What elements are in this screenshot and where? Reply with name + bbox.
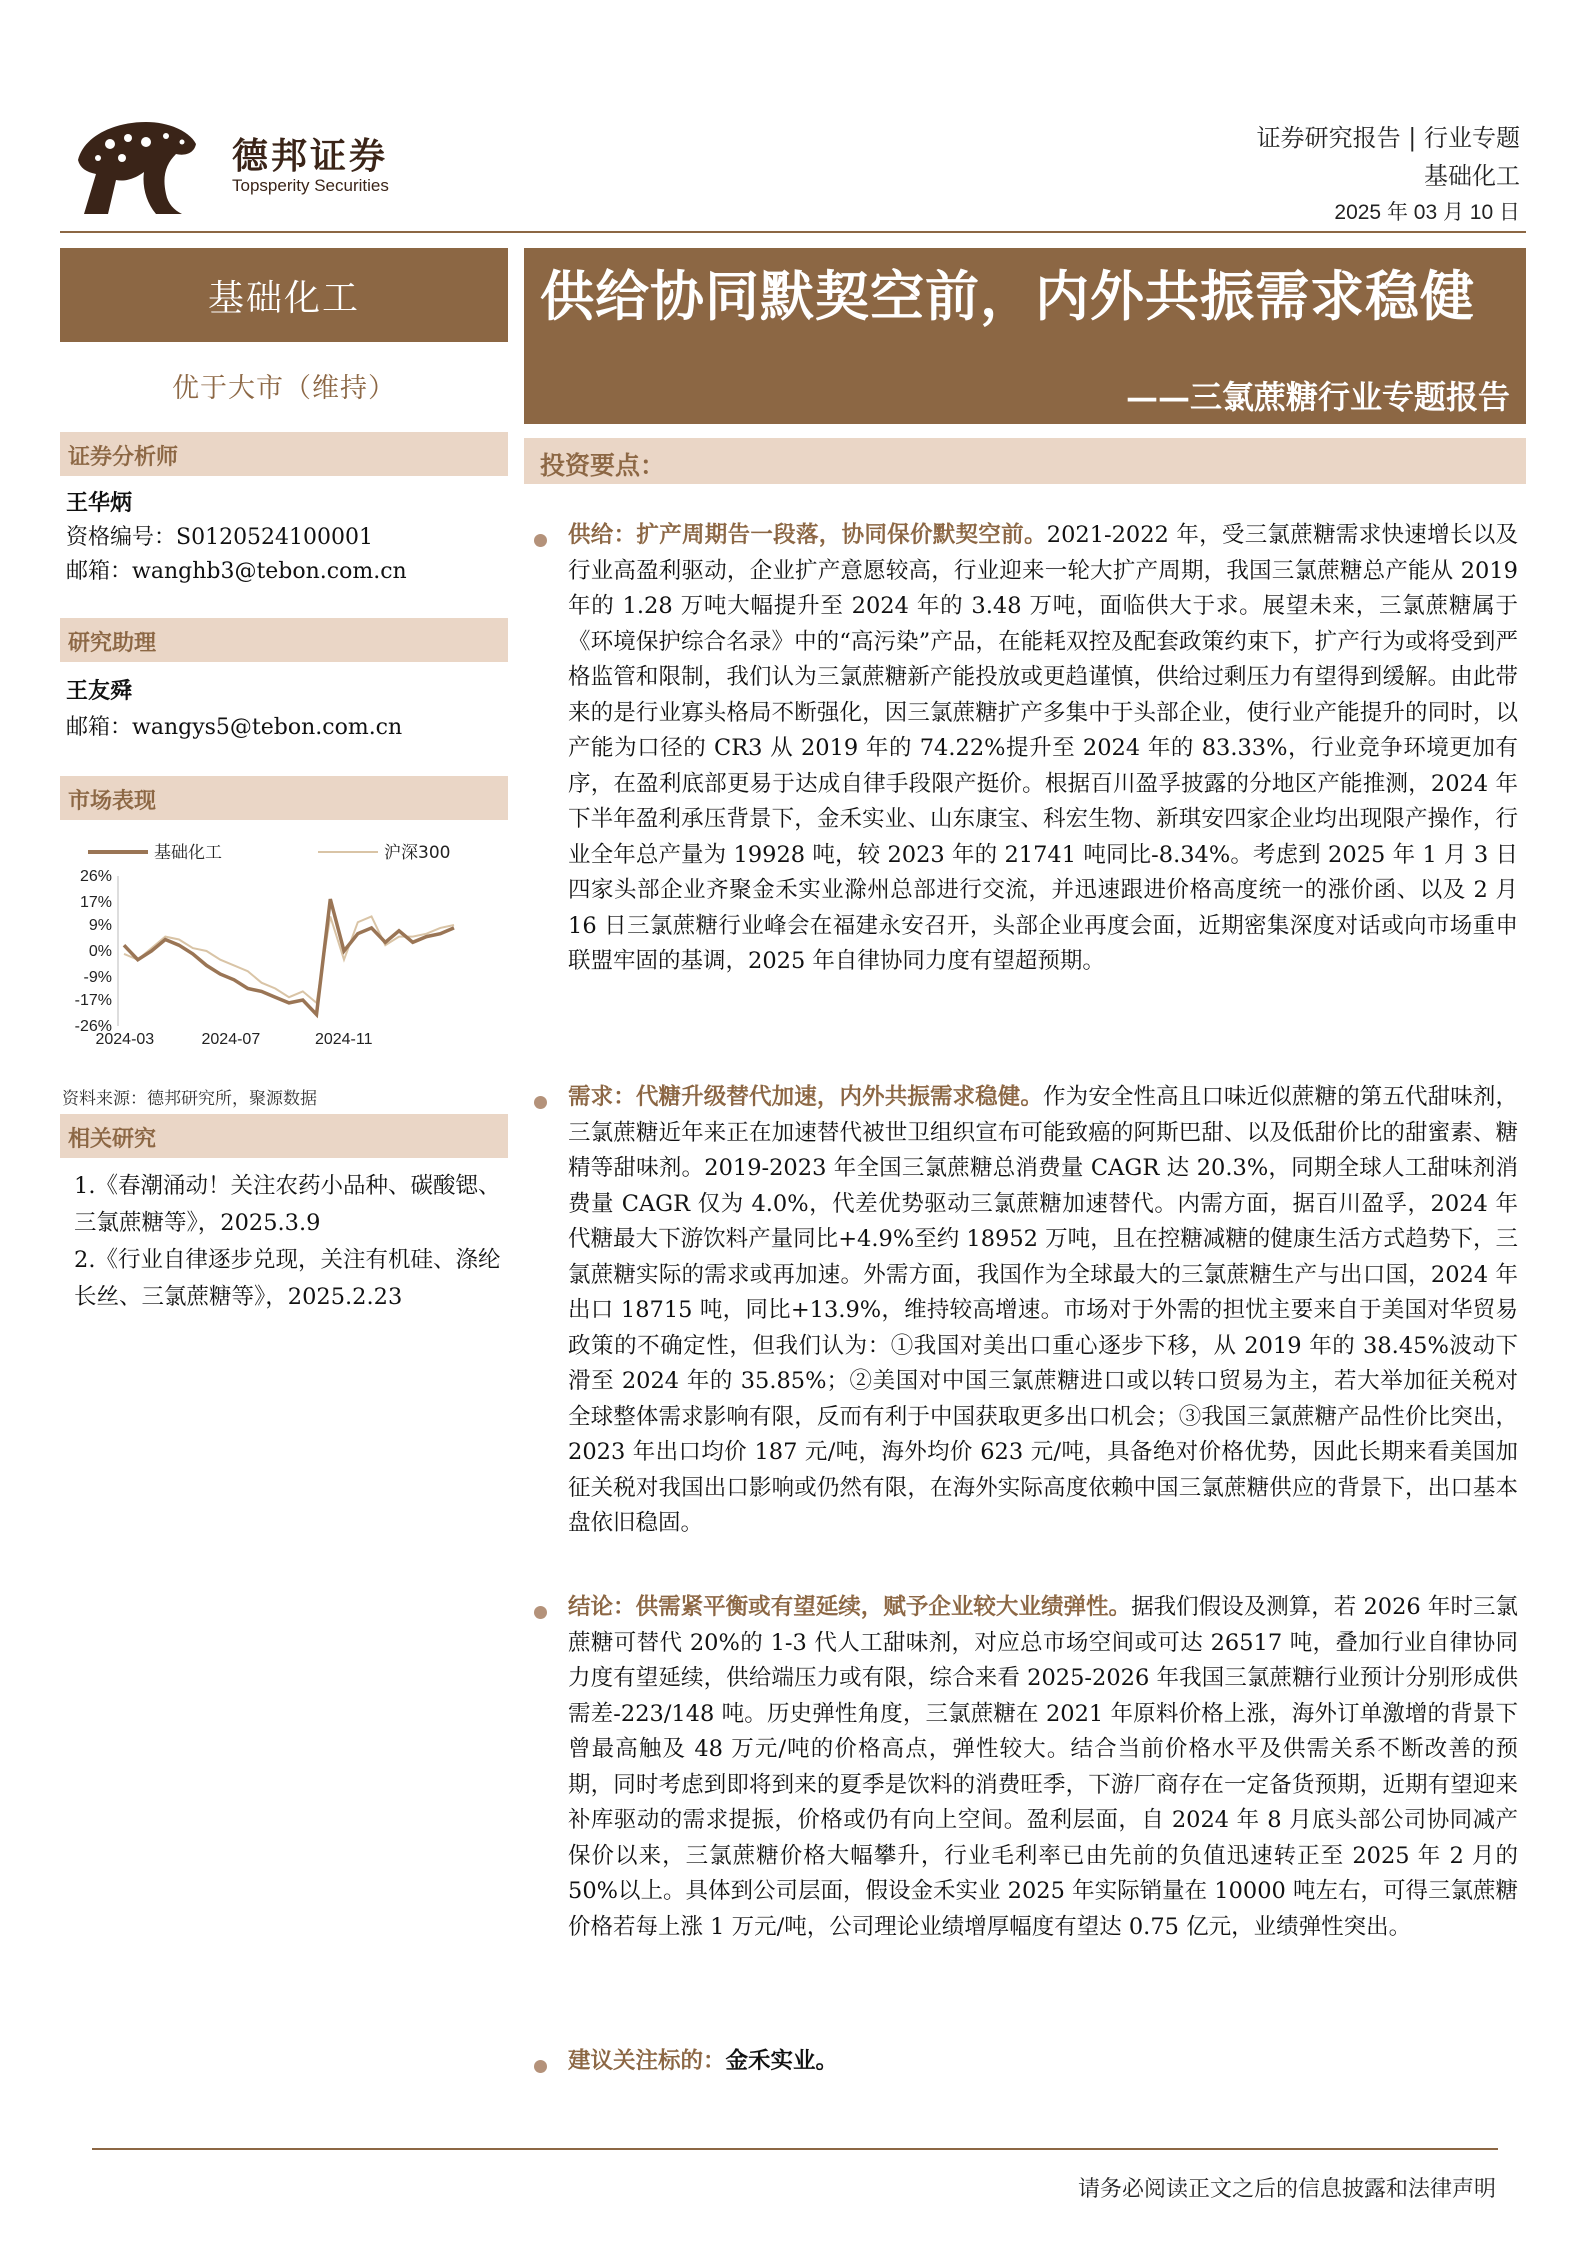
y-tick-label: 0% [88,943,112,960]
analyst-email[interactable]: 邮箱：wanghb3@tebon.com.cn [66,559,407,584]
point-supply [568,518,1518,980]
bullet-icon [534,1096,547,1109]
point-recommend [568,2044,1518,2080]
point-lead: 需求：代糖升级替代加速，内外共振需求稳健。 [568,1084,1044,1110]
point-body: 据我们假设及测算，若 2026 年时三氯蔗糖可替代 20%的 1-3 代人工甜味剂，对应总市场空间或可达 26517 吨，叠加行业自律协同力度有望延续，供给端压力或有限，综合来看 2025-2026 年我国三氯蔗糖行业预计分别形成供需差-223/148 吨。历史弹性角度，三氯蔗糖在 2021 年原料价格上涨，海外订单激增的背景下曾最高触及 48 万元/吨的价格高点，弹性较大。结合当前价格水平及供需关系不断改善的预期，同时考虑到即将到来的夏季是饮料的消费旺季，下游厂商存在一定备货预期，近期有望迎来补库驱动的需求提振，价格或仍有向上空间。盈利层面，自 2024 年 8 月底头部公司协同减产保价以来，三氯蔗糖价格大幅攀升，行业毛利率已由先前的负值迅速转正至 2025 年 2 月的 50%以上。具体到公司层面，假设金禾实业 2025 年实际销量在 10000 吨左右，可得三氯蔗糖价格若每上涨 1 万元/吨，公司理论业绩增厚幅度有望达 0.75 亿元，业绩弹性突出。 [568,1594,1518,1940]
rating-label: 优于大市（维持） [172,373,396,404]
x-tick-label: 2024-11 [314,1031,373,1048]
series-line-index [124,916,454,1003]
point-body: 作为安全性高且口味近似蔗糖的第五代甜味剂，三氯蔗糖近年来正在加速替代被世卫组织宣布可能致癌的阿斯巴甜、以及低甜价比的甜蜜素、糖精等甜味剂。2019-2023 年全国三氯蔗糖总消费量 CAGR 达 20.3%，同期全球人工甜味剂消费量 CAGR 仅为 4.0%，代差优势驱动三氯蔗糖加速替代。内需方面，据百川盈孚，2024 年代糖最大下游饮料产量同比+4.9%至约 18952 万吨，且在控糖减糖的健康生活方式趋势下，三氯蔗糖实际的需求或再加速。外需方面，我国作为全球最大的三氯蔗糖生产与出口国，2024 年出口 18715 吨，同比+13.9%，维持较高增速。市场对于外需的担忧主要来自于美国对华贸易政策的不确定性，但我们认为：①我国对美出口重心逐步下移，从 2019 年的 38.45%波动下滑至 2024 年的 35.85%；②美国对中国三氯蔗糖进口或以转口贸易为主，若大举加征关税对全球整体需求影响有限，反而有利于中国获取更多出口机会；③我国三氯蔗糖产品性价比突出，2023 年出口均价 187 元/吨，海外均价 623 元/吨，具备绝对价格优势，因此长期来看美国加征关税对我国出口影响或仍然有限，在海外实际高度依赖中国三氯蔗糖供应的背景下，出口基本盘依旧稳固。 [568,1084,1518,1536]
report-subtitle: ——三氯蔗糖行业专题报告 [1125,378,1510,416]
company-name-en: Topsperity Securities [232,176,389,195]
point-demand [568,1080,1518,1542]
assistant-heading: 研究助理 [60,618,508,662]
footer-disclaimer: 请务必阅读正文之后的信息披露和法律声明 [1077,2177,1496,2202]
y-tick-label: -9% [83,968,112,986]
sector-badge: 基础化工 [60,248,508,342]
market-performance-chart [60,838,508,1062]
source-note: 资料来源：德邦研究所，聚源数据 [62,1089,317,1109]
footer-divider [92,2148,1498,2150]
report-type: 证券研究报告 | 行业专题 [1256,124,1520,152]
bullet-icon [534,1606,547,1619]
bullet-icon [534,2060,547,2073]
related-item[interactable]: 1.《春潮涌动！关注农药小品种、碳酸锶、三氯蔗糖等》，2025.3.9 [74,1173,501,1236]
legend-label: 基础化工 [154,843,222,863]
header-divider [60,231,1526,233]
bullet-icon [534,534,547,547]
point-body: 2021-2022 年，受三氯蔗糖需求快速增长以及行业高盈利驱动，企业扩产意愿较高，行业迎来一轮大扩产周期，我国三氯蔗糖总产能从 2019 年的 1.28 万吨大幅提升至 2024 年的 3.48 万吨，面临供大于求。展望未来，三氯蔗糖属于《环境保护综合名录》中的“高污染”产品，在能耗双控及配套政策约束下，扩产行为或将受到严格监管和限制，我们认为三氯蔗糖新产能投放或更趋谨慎，供给过剩压力有望得到缓解。由此带来的是行业寡头格局不断强化，因三氯蔗糖扩产多集中于头部企业，使行业产能提升的同时，以产能为口径的 CR3 从 2019 年的 74.22%提升至 2024 年的 83.33%，行业竞争环境更加有序，在盈利底部更易于达成自律手段限产挺价。根据百川盈孚披露的分地区产能推测，2024 年下半年盈利承压背景下，金禾实业、山东康宝、科宏生物、新琪安四家企业均出现限产操作，行业全年总产量为 19928 吨，较 2023 年的 21741 吨同比-8.34%。考虑到 2025 年 1 月 3 日四家头部企业齐聚金禾实业滁州总部进行交流，并迅速跟进价格高度统一的涨价函、以及 2 月 16 日三氯蔗糖行业峰会在福建永安召开，头部企业再度会面，近期密集深度对话或向市场重申联盟牢固的基调，2025 年自律协同力度有望超预期。 [568,522,1518,974]
recommended-stock[interactable]: 金禾实业。 [725,2048,839,2074]
x-tick-label: 2024-03 [95,1031,155,1048]
point-conclusion [568,1590,1518,1945]
related-research-list [74,1168,508,1316]
point-lead: 结论：供需紧平衡或有望延续，赋予企业较大业绩弹性。 [568,1594,1132,1620]
y-tick-label: 26% [79,868,112,885]
analyst-heading: 证券分析师 [60,432,508,476]
market-heading: 市场表现 [60,776,508,820]
y-tick-label: -26% [74,1018,112,1035]
report-title: 供给协同默契空前，内外共振需求稳健 [540,264,1475,328]
point-lead: 供给：扩产周期告一段落，协同保价默契空前。 [568,522,1047,548]
y-tick-label: 9% [88,917,112,935]
title-banner [524,248,1526,424]
related-heading: 相关研究 [60,1114,508,1158]
point-lead: 建议关注标的： [568,2048,726,2074]
assistant-email[interactable]: 邮箱：wangys5@tebon.com.cn [66,715,403,740]
report-date: 2025 年 03 月 10 日 [1334,201,1520,224]
analyst-name: 王华炳 [66,490,133,516]
legend-label: 沪深300 [384,843,451,863]
key-points-heading: 投资要点： [524,438,1526,484]
assistant-name: 王友舜 [66,678,133,704]
analyst-cert: 资格编号：S0120524100001 [66,525,374,550]
y-tick-label: 17% [79,893,112,911]
company-name: 德邦证券 [232,136,389,177]
related-item[interactable]: 2.《行业自律逐步兑现，关注有机硅、涤纶长丝、三氯蔗糖等》，2025.2.23 [74,1247,501,1310]
x-tick-label: 2024-07 [201,1031,261,1048]
leopard-logo-icon [70,110,200,218]
report-sector: 基础化工 [1424,162,1520,190]
y-tick-label: -17% [74,992,112,1010]
